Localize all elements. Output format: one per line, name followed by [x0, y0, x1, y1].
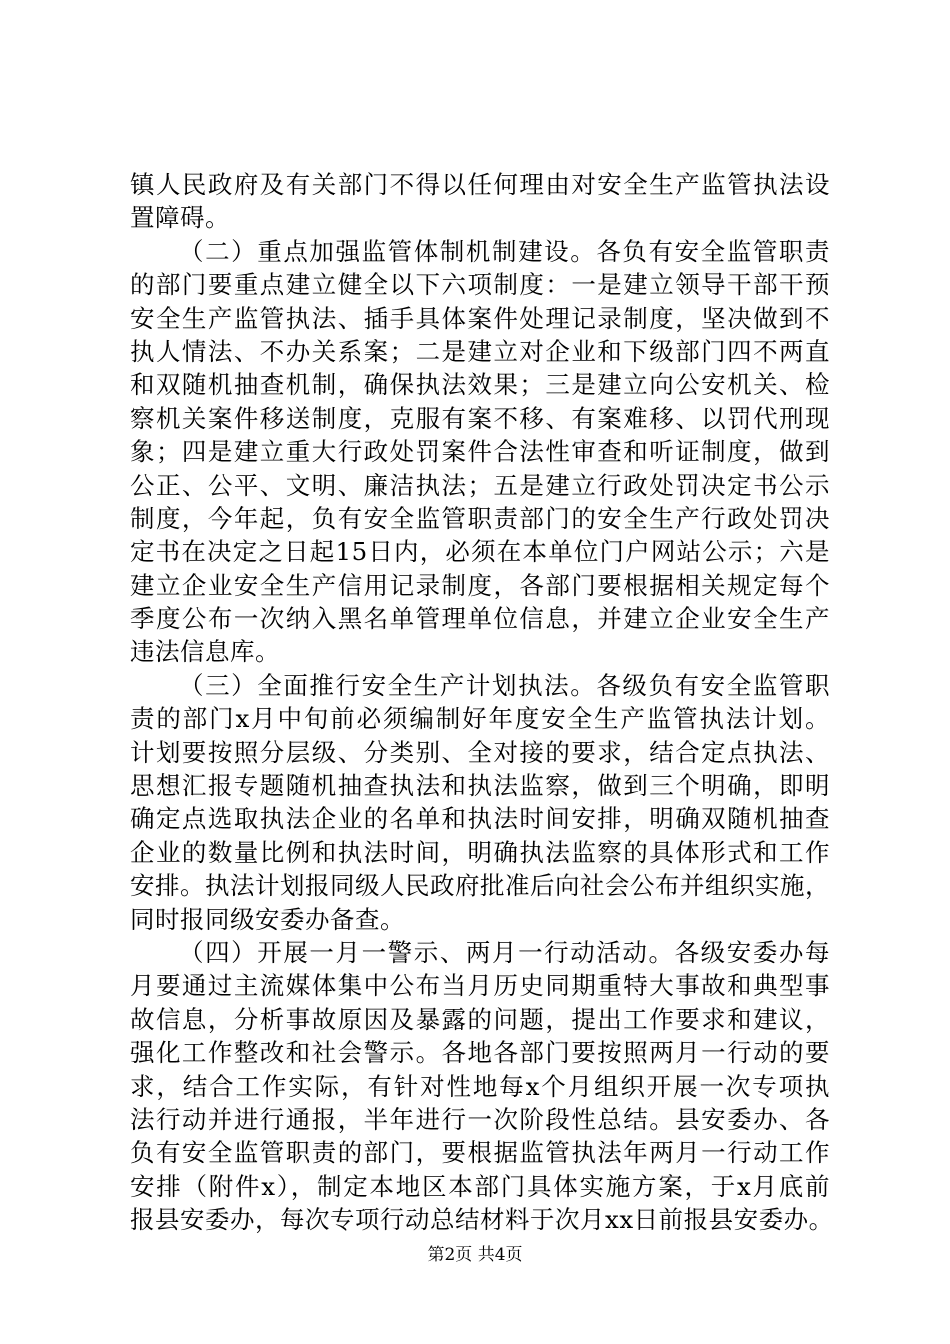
text-line: 责的部门x月中旬前必须编制好年度安全生产监管执法计划。 — [130, 704, 830, 734]
text-line: 安排。执法计划报同级人民政府批准后向社会公布并组织实施， — [130, 871, 830, 901]
text-line: 察机关案件移送制度，克服有案不移、有案难移、以罚代刑现 — [130, 403, 830, 433]
text-line: 安全生产监管执法、插手具体案件处理记录制度，坚决做到不 — [130, 303, 830, 333]
text-line: 思想汇报专题随机抽查执法和执法监察，做到三个明确，即明 — [130, 771, 830, 801]
paragraph-heading-line: （四）开展一月一警示、两月一行动活动。各级安委办每 — [179, 937, 830, 967]
text-line: 镇人民政府及有关部门不得以任何理由对安全生产监管执法设 — [130, 170, 830, 199]
text-line: 和双随机抽查机制，确保执法效果；三是建立向公安机关、检 — [130, 370, 830, 400]
text-line: 法行动并进行通报，半年进行一次阶段性总结。县安委办、各 — [130, 1104, 830, 1134]
text-line: 公正、公平、文明、廉洁执法；五是建立行政处罚决定书公示 — [130, 470, 830, 500]
text-line: 月要通过主流媒体集中公布当月历史同期重特大事故和典型事 — [130, 971, 830, 1001]
text-line: 象；四是建立重大行政处罚案件合法性审查和听证制度，做到 — [130, 437, 830, 467]
text-line: 企业的数量比例和执法时间，明确执法监察的具体形式和工作 — [130, 837, 830, 867]
text-line: 置障碍。 — [130, 203, 230, 233]
text-line: 定书在决定之日起15日内，必须在本单位门户网站公示；六是 — [130, 537, 830, 567]
text-line: 故信息，分析事故原因及暴露的问题，提出工作要求和建议， — [130, 1004, 830, 1034]
text-line: 负有安全监管职责的部门，要根据监管执法年两月一行动工作 — [130, 1138, 830, 1168]
paragraph-heading-line: （二）重点加强监管体制机制建设。各负有安全监管职责 — [179, 236, 830, 266]
page-number-footer: 第2页 共4页 — [427, 1245, 523, 1265]
paragraph-heading-line: （三）全面推行安全生产计划执法。各级负有安全监管职 — [179, 670, 830, 700]
text-line: 建立企业安全生产信用记录制度，各部门要根据相关规定每个 — [130, 570, 830, 600]
text-line: 计划要按照分层级、分类别、全对接的要求，结合定点执法、 — [130, 737, 830, 767]
text-line: 的部门要重点建立健全以下六项制度：一是建立领导干部干预 — [130, 270, 830, 300]
document-body — [130, 168, 834, 1237]
text-line: 强化工作整改和社会警示。各地各部门要按照两月一行动的要 — [130, 1038, 830, 1068]
text-line: 违法信息库。 — [130, 637, 280, 667]
text-line: 确定点选取执法企业的名单和执法时间安排，明确双随机抽查 — [130, 804, 830, 834]
text-line: 报县安委办，每次专项行动总结材料于次月xx日前报县安委办。 — [130, 1205, 834, 1235]
text-line: 季度公布一次纳入黑名单管理单位信息，并建立企业安全生产 — [130, 604, 830, 634]
text-line: 制度，今年起，负有安全监管职责部门的安全生产行政处罚决 — [130, 503, 830, 533]
text-line: 求，结合工作实际，有针对性地每x个月组织开展一次专项执 — [130, 1071, 830, 1101]
text-line: 安排（附件x），制定本地区本部门具体实施方案，于x月底前 — [130, 1171, 830, 1201]
text-line: 同时报同级安委办备查。 — [130, 904, 405, 934]
text-line: 执人情法、不办关系案；二是建立对企业和下级部门四不两直 — [130, 336, 830, 366]
